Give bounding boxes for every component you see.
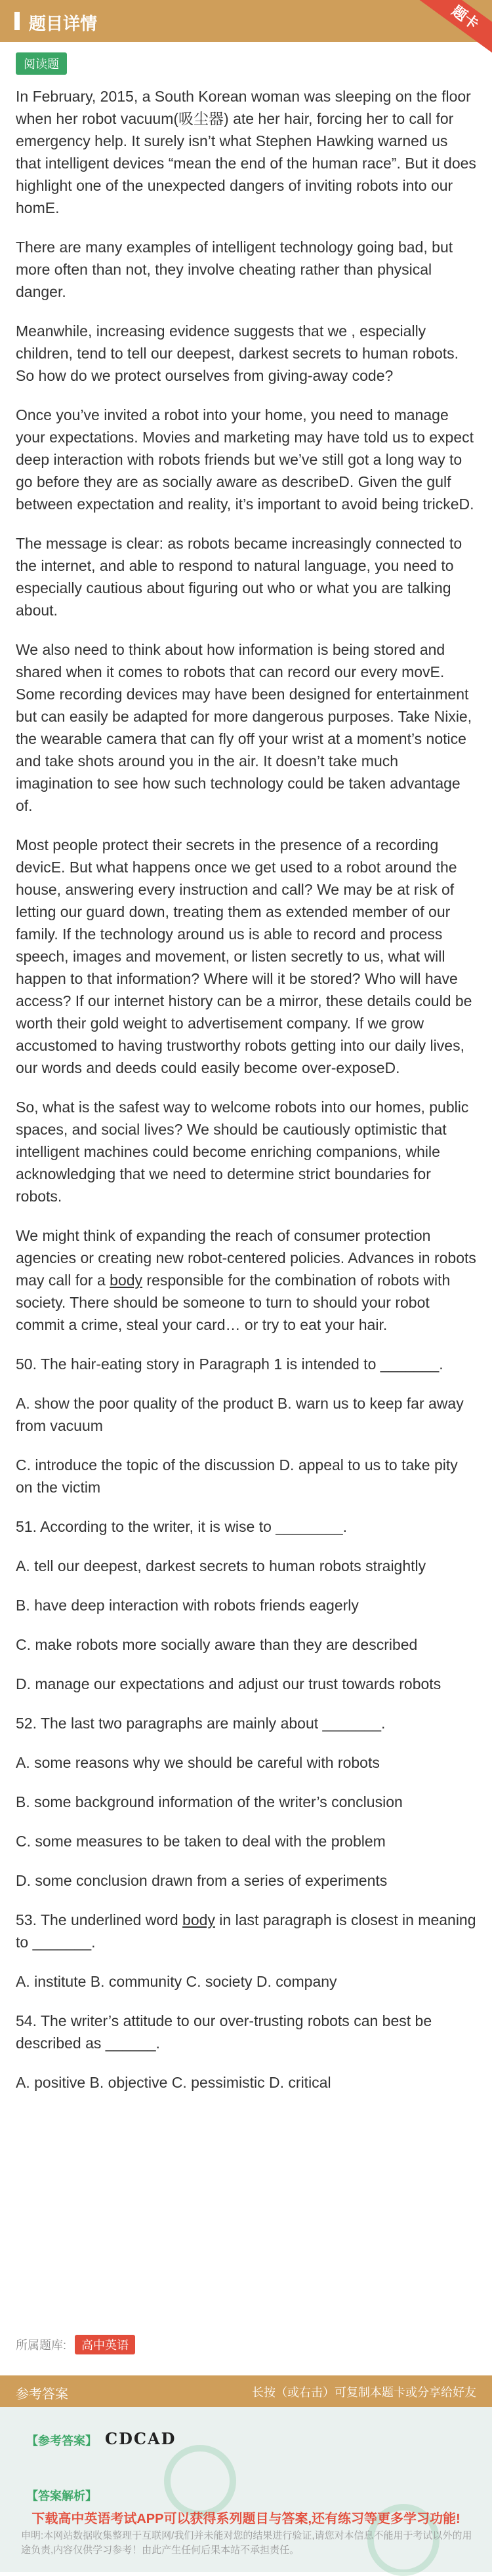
question-option: B. have deep interaction with robots friends eagerly	[16, 1597, 359, 1614]
question-stem	[16, 1909, 476, 1953]
page-title: 题目详情	[29, 14, 98, 33]
text-segment: 53. The underlined word	[16, 1911, 183, 1928]
share-hint: 长按（或右击）可复制本题卡或分享给好友	[252, 2386, 476, 2399]
question-option: A. some reasons why we should be careful with robots	[16, 1754, 380, 1771]
passage-paragraph: There are many examples of intelligent technology going bad, but more often than not, they involve cheating rather than physical danger.	[16, 239, 453, 300]
text-segment: in last paragraph is closest in meaning to _______.	[16, 1911, 476, 1951]
passage-paragraph: Meanwhile, increasing evidence suggests that we , especially children, tend to tell our deepest, darkest secrets to human robots. So how do we protect ourselves from giving-away code?	[16, 322, 459, 384]
question-option: D. manage our expectations and adjust our trust towards robots	[16, 1675, 441, 1692]
question-stem: 52. The last two paragraphs are mainly about _______.	[16, 1715, 386, 1732]
watermark-logo-icon	[164, 2445, 236, 2517]
analysis-label: 【答案解析】	[26, 2489, 97, 2503]
question-option: A. show the poor quality of the product B. warn us to keep far away from vacuum	[16, 1395, 464, 1434]
answer-title: 参考答案	[16, 2387, 68, 2402]
disclaimer-text: 申明:本网站数据收集整理于互联网/我们并未能对您的结果进行验证,请您对本信息不能用于考试以外的用途负责,内容仅供学习参考！由此产生任何后果本站不承担责任。	[21, 2530, 472, 2556]
question-content	[16, 85, 476, 2111]
question-type-badge: 阅读题	[16, 52, 67, 75]
passage-paragraph: Most people protect their secrets in the presence of a recording devicE. But what happens once we get used to a robot around the house, answering every instruction and call? We may be at risk of letting our guard down, treating them as extended member of our family. If the technology around us is able to record and process speech, images and movement, or listen secretly to us, what will happen to that information? Where will it be stored? Who will have access? If our internet history can be a mirror, these details could be worth their gold weight to advertisement company. If we grow accustomed to having trustworthy robots getting into our daily lives, our words and deeds could easily become over-exposeD.	[16, 836, 472, 1076]
header-bar	[0, 0, 492, 42]
header-marker	[14, 12, 20, 30]
question-option: C. introduce the topic of the discussion D. appeal to us to take pity on the victim	[16, 1456, 458, 1496]
text-segment: We might think of expanding the reach of consumer protection agencies or creating new robot-centered policies. Advances in robots may call for a	[16, 1227, 476, 1289]
source-tag[interactable]: 高中英语	[75, 2335, 135, 2354]
text-segment: responsible for the combination of robots with society. There should be someone to turn to should your robot commit a crime, steal your card… or try to eat your hair.	[16, 1272, 451, 1333]
question-option: D. some conclusion drawn from a series of experiments	[16, 1872, 388, 1889]
source-row	[16, 2335, 135, 2354]
answer-value: CDCAD	[105, 2429, 176, 2448]
app-promo-link[interactable]: 下载高中英语考试APP可以获得系列题目与答案,还有练习等更多学习功能!	[31, 2512, 461, 2526]
question-stem: 54. The writer’s attitude to our over-trusting robots can best be described as ______.	[16, 2012, 432, 2052]
answer-label: 【参考答案】	[26, 2434, 97, 2448]
question-stem: 51. According to the writer, it is wise to ________.	[16, 1518, 348, 1535]
answer-header	[0, 2375, 492, 2407]
question-option: A. tell our deepest, darkest secrets to human robots straightly	[16, 1557, 426, 1574]
underlined-word: body	[182, 1911, 215, 1928]
card-ribbon[interactable]: 题卡	[418, 0, 492, 56]
question-stem: 50. The hair-eating story in Paragraph 1 is intended to _______.	[16, 1356, 443, 1373]
passage-paragraph: We also need to think about how information is being stored and shared when it comes to robots that can record our every movE. Some recording devices may have been designed for entertainment but can easily be adapted for more dangerous purposes. Take Nixie, the wearable camera that can fly off your wrist at a moment’s notice and take shots around you in the air. It doesn’t take much imagination to see how such technology could be taken advantage of.	[16, 641, 472, 814]
passage-last-paragraph	[16, 1224, 476, 1336]
question-option: A. positive B. objective C. pessimistic D. critical	[16, 2074, 331, 2091]
passage-paragraph: In February, 2015, a South Korean woman was sleeping on the floor when her robot vacuum(吸尘器) ate her hair, forcing her to call for emergency help. It surely isn’t what Stephen Hawking warned us that intelligent devices “mean the end of the human race”. But it does highlight one of the unexpected dangers of inviting robots into our homE.	[16, 88, 476, 216]
question-option: B. some background information of the writer’s conclusion	[16, 1793, 403, 1810]
passage-paragraph: Once you’ve invited a robot into your home, you need to manage your expectations. Movies and marketing may have told us to expect deep interaction with robots friends but we’ve still got a long way to go before they are as socially aware as describeD. Given the gulf between expectation and reality, it’s important to avoid being trickeD.	[16, 406, 474, 513]
underlined-word: body	[110, 1272, 143, 1289]
question-option: A. institute B. community C. society D. company	[16, 1973, 337, 1990]
question-option: C. make robots more socially aware than they are described	[16, 1636, 418, 1653]
question-option: C. some measures to be taken to deal with the problem	[16, 1833, 386, 1850]
passage-paragraph: So, what is the safest way to welcome robots into our homes, public spaces, and social lives? We should be cautiously optimistic that intelligent machines could become enriching companions, while acknowledging that we need to determine strict boundaries for robots.	[16, 1099, 469, 1205]
source-label: 所属题库:	[16, 2339, 67, 2352]
passage-paragraph: The message is clear: as robots became increasingly connected to the internet, and able to respond to natural language, you need to especially cautious about figuring out who or what you are talking about.	[16, 535, 462, 619]
